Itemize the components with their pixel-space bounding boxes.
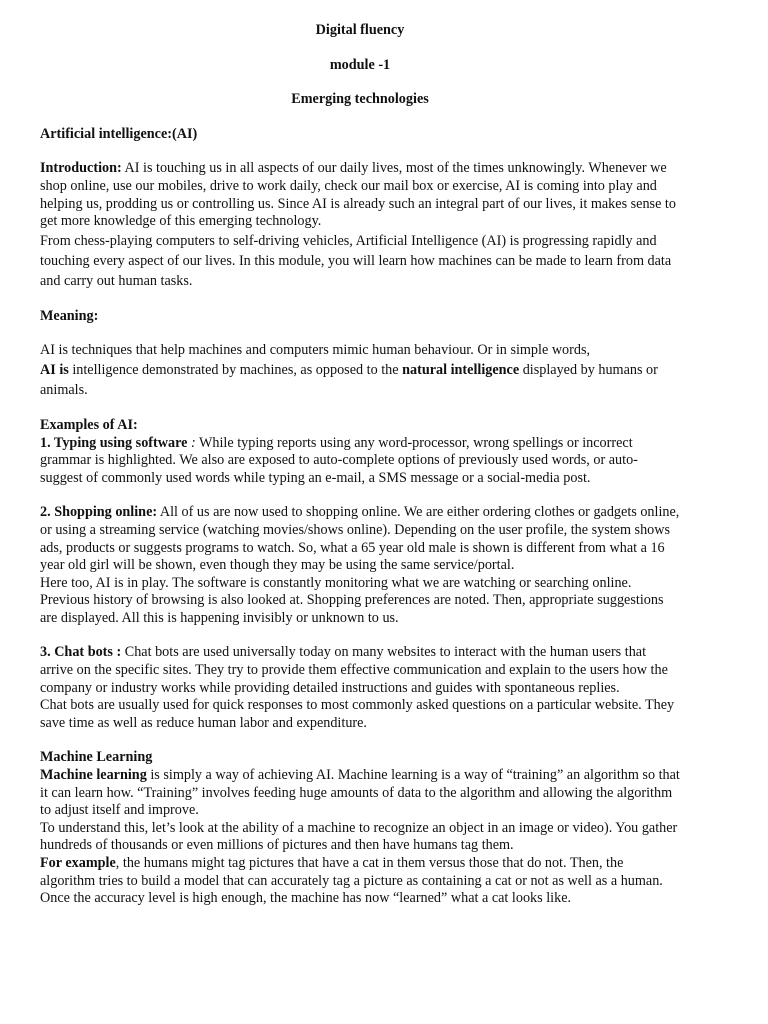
ml-example <box>40 855 680 908</box>
examples-heading: Examples of AI: <box>40 416 138 433</box>
document-page <box>40 22 680 908</box>
example-3-label: 3. Chat bots : <box>40 644 122 661</box>
example-3-text: Chat bots are used universally today on many websites to interact with the human users that arrive on the specific sites. They try to provide them effective communication and explain to the users how the company or industry works while providing detailed instructions and guides with spontaneous replies. <box>40 644 668 696</box>
example-1-label: 1. Typing using software <box>40 434 188 451</box>
ml-example-label: For example <box>40 855 116 871</box>
ai-is-label: AI is <box>40 361 69 378</box>
example-2-text: All of us are now used to shopping online. We are either ordering clothes or gadgets online, or using a streaming service (watching movies/shows online). Depending on the user profile, the system shows ads, products or suggests programs to watch. So, what a 65 year old male is shown is different from what a 16 year old girl will be shown, even though they may be using the same service/portal. <box>40 504 680 574</box>
meaning-end: displayed by humans or animals. <box>40 361 658 398</box>
ml-heading: Machine Learning <box>40 749 153 766</box>
topic-heading: Emerging technologies <box>291 91 429 108</box>
intro-label: Introduction: <box>40 160 122 177</box>
section-heading: Artificial intelligence:(AI) <box>40 125 198 142</box>
example-1-colon: : <box>187 434 196 451</box>
example-1 <box>40 435 680 488</box>
ml-example-text: , the humans might tag pictures that have a cat in them versus those that do not. Then, the algorithm tries to build a model that can accurately tag a picture as containing a cat or not as well as a human. Once the accuracy level is high enough, the machine has now “learned” what a cat looks like. <box>40 855 663 907</box>
example-2-paragraph-2: Here too, AI is in play. The software is constantly monitoring what we are watching or searching online. Previous history of browsing is also looked at. Shopping preferences are noted. Then, appropriate suggestions are displayed. All this is happening invisibly or unknown to us. <box>40 574 664 626</box>
ml-paragraph <box>40 767 680 820</box>
intro-text: AI is touching us in all aspects of our daily lives, most of the times unknowingly. Whenever we shop online, use our mobiles, drive to work daily, check our mail box or exercise, AI is coming into play and helping us, prodding us or controlling us. Since AI is already such an integral part of our lives, it makes sense to get more knowledge of this emerging technology. <box>40 160 676 230</box>
example-2 <box>40 504 680 574</box>
ml-text: is simply a way of achieving AI. Machine learning is a way of “training” an algorithm so that it can learn how. “Training” involves feeding huge amounts of data to the algorithm and allowing the algorithm to adjust itself and improve. <box>40 767 680 819</box>
ml-label: Machine learning <box>40 767 147 784</box>
document-title: Digital fluency <box>315 22 405 38</box>
meaning-paragraph <box>40 360 680 400</box>
natural-intelligence-label: natural intelligence <box>402 361 520 378</box>
module-label: module -1 <box>329 56 391 73</box>
example-3-paragraph-2: Chat bots are usually used for quick responses to most commonly asked questions on a particular website. They save time as well as reduce human labor and expenditure. <box>40 697 675 731</box>
example-2-label: 2. Shopping online: <box>40 504 158 521</box>
meaning-line-1: AI is techniques that help machines and computers mimic human behaviour. Or in simple words, <box>40 342 591 359</box>
ml-paragraph-2: To understand this, let’s look at the ability of a machine to recognize an object in an image or video). You gather hundreds of thousands or even millions of pictures and then have humans tag them. <box>40 819 678 854</box>
meaning-mid: intelligence demonstrated by machines, as opposed to the <box>68 361 403 378</box>
intro-paragraph-2: From chess-playing computers to self-driving vehicles, Artificial Intelligence (AI) is progressing rapidly and touching every aspect of our lives. In this module, you will learn how machines can be made to learn from data and carry out human tasks. <box>40 232 672 289</box>
intro-paragraph <box>40 160 680 230</box>
example-3 <box>40 644 680 697</box>
example-1-text: While typing reports using any word-processor, wrong spellings or incorrect grammar is highlighted. We also are exposed to auto-complete options of previously used words, or auto-suggest of commonly used words while typing an e-mail, a SMS message or a social-media post. <box>40 434 638 486</box>
meaning-heading: Meaning: <box>40 307 99 324</box>
